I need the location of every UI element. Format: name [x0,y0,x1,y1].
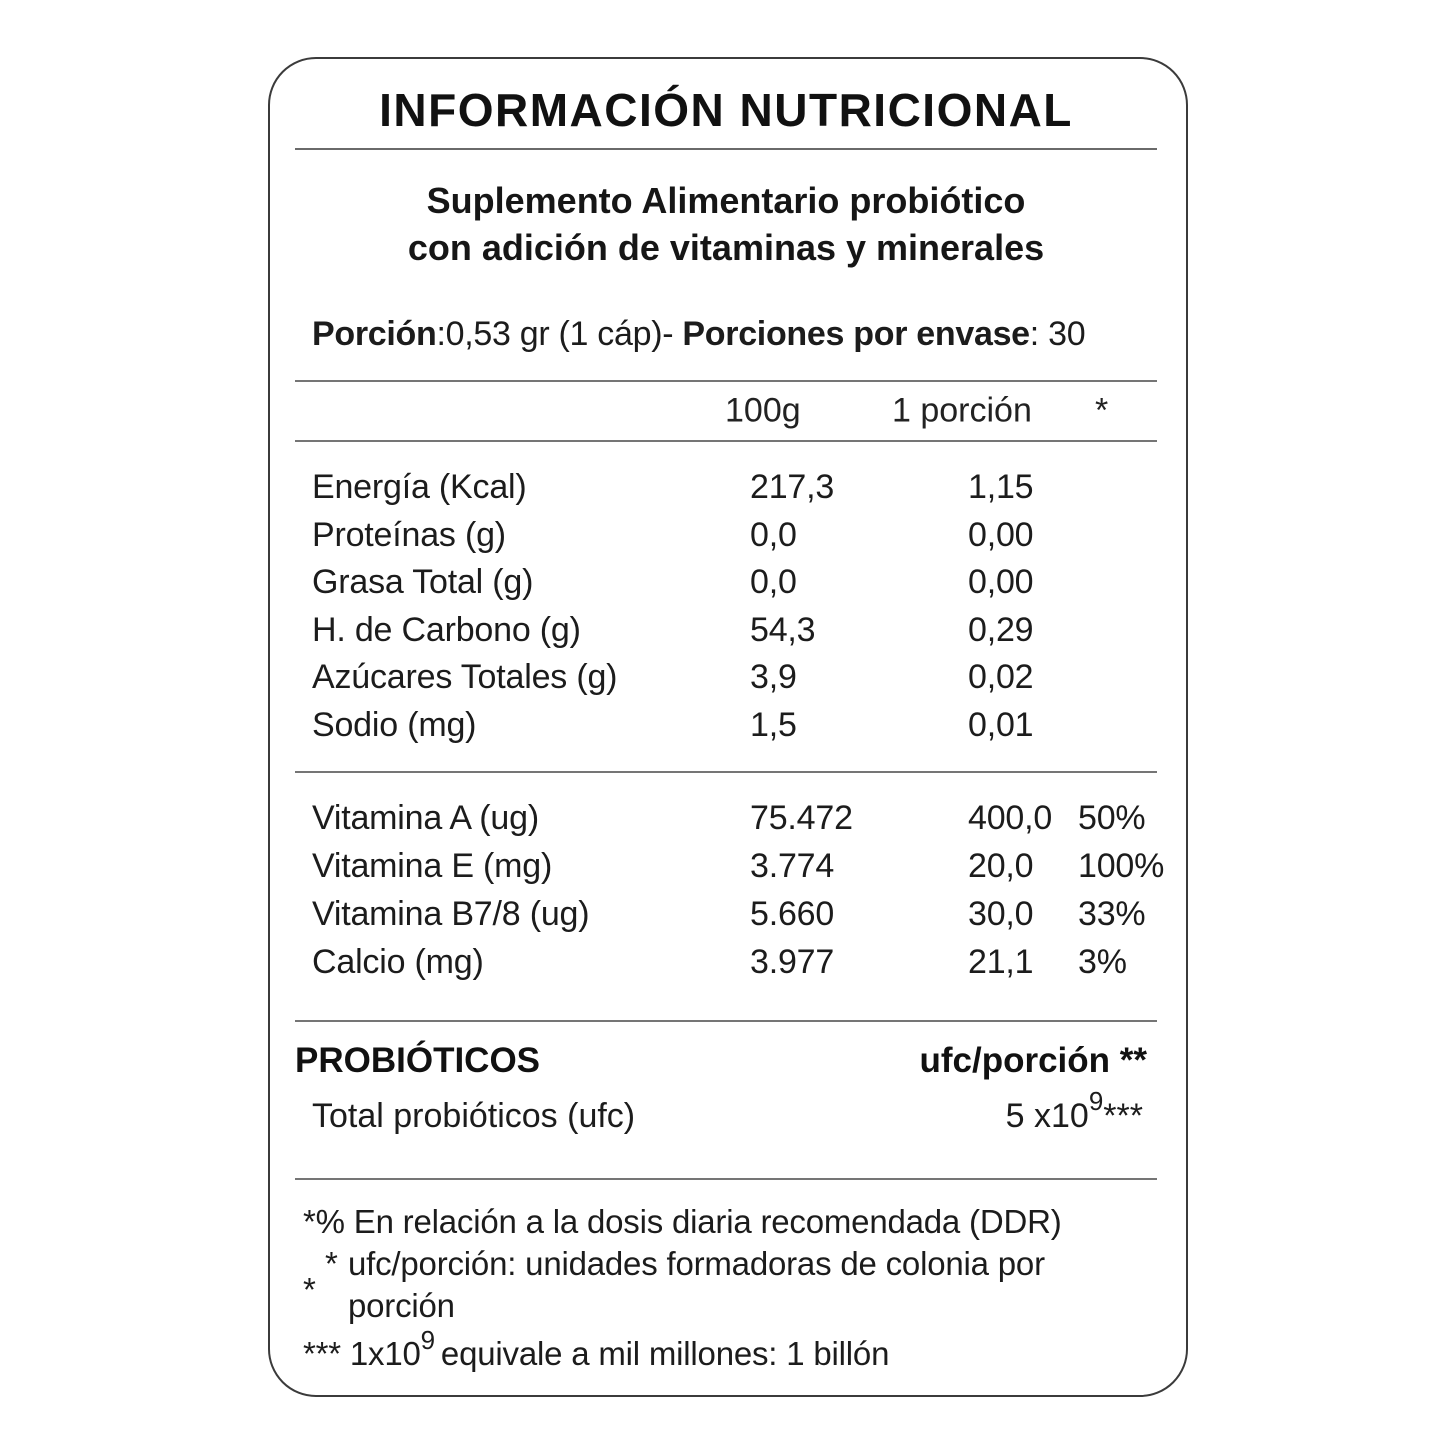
probiotics-total-row [295,1086,1157,1138]
serving-label: Porción [312,315,437,353]
table-row [295,464,1157,512]
serving-line [295,314,1157,355]
value-porcion: 0,00 [968,515,1034,554]
nutrient-label: Vitamina A (ug) [312,798,539,837]
divider-under-title [295,148,1157,150]
value-100g: 3,9 [750,658,797,697]
value-100g: 54,3 [750,610,816,649]
footnote-ufc [303,1243,1157,1327]
footnote-billion-prefix: *** 1x10 [303,1335,421,1372]
divider-after-nutrients [295,771,1157,773]
footnote-billion-suffix: equivale a mil millones: 1 billón [440,1335,890,1372]
footnotes-section [295,1201,1157,1375]
value-100g: 5.660 [750,894,835,933]
header-ddr-asterisk: * [1095,391,1109,430]
footnote-ufc-marker-bottom: * [303,1271,316,1308]
value-porcion: 0,02 [968,658,1034,697]
nutrient-label: Sodio (mg) [312,705,477,744]
value-ddr: 100% [1078,846,1165,885]
value-100g: 3.977 [750,942,835,981]
micronutrients-table [295,794,1165,986]
table-row [295,842,1165,890]
footnote-ddr: *% En relación a la dosis diaria recomendada (DDR) [303,1203,1062,1240]
divider-below-header [295,440,1157,442]
value-porcion: 0,00 [968,563,1034,602]
nutrient-label: Azúcares Totales (g) [312,658,618,697]
value-100g: 217,3 [750,468,835,507]
footnote-billion [303,1325,1157,1375]
nutrient-label: Proteínas (g) [312,515,506,554]
value-porcion: 30,0 [968,894,1034,933]
table-header-row [295,382,1157,440]
value-100g: 1,5 [750,705,797,744]
table-row [295,890,1157,938]
nutrient-label: Calcio (mg) [312,942,484,981]
table-row [295,559,1157,607]
probiotics-header-row [295,1039,1157,1083]
value-ddr: 50% [1078,798,1146,837]
servings-per-container-label: Porciones por envase [682,315,1030,353]
header-1-porcion: 1 porción [892,391,1032,430]
value-porcion: 0,01 [968,705,1034,744]
probiotics-total-label: Total probióticos (ufc) [312,1096,636,1135]
table-row [295,702,1157,750]
table-row [295,794,1157,842]
label-content [270,59,1186,1375]
nutrient-label: H. de Carbono (g) [312,610,581,649]
value-porcion: 400,0 [968,798,1053,837]
divider-after-micronutrients [295,1020,1157,1022]
value-ddr: 33% [1078,894,1146,933]
label-subtitle [295,177,1157,271]
table-row [295,938,1157,986]
table-row [295,654,1157,702]
probiotics-value-suffix: *** [1103,1096,1143,1135]
nutrients-table [295,464,1157,749]
value-porcion: 20,0 [968,846,1034,885]
value-100g: 0,0 [750,515,797,554]
probiotics-heading: PROBIÓTICOS [295,1041,541,1080]
nutrient-label: Vitamina E (mg) [312,846,553,885]
value-100g: 75.472 [750,798,853,837]
label-title: INFORMACIÓN NUTRICIONAL [379,84,1073,136]
subtitle-line-2: con adición de vitaminas y minerales [407,227,1045,268]
value-100g: 3.774 [750,846,835,885]
value-ddr: 3% [1078,942,1127,981]
nutrient-label: Energía (Kcal) [312,468,527,507]
nutrient-label: Grasa Total (g) [312,563,534,602]
footnote-ufc-marker-top: * [325,1245,338,1282]
divider-before-footnotes [295,1178,1157,1180]
header-100g: 100g [725,391,801,430]
footnote-billion-exponent: 9 [420,1325,435,1355]
nutrition-label-card [268,57,1188,1397]
footnote-ufc-line-1: ufc/porción: unidades formadoras de colonia por [348,1245,1045,1282]
probiotics-unit-heading: ufc/porción ** [919,1041,1147,1080]
probiotics-value-exponent: 9 [1088,1086,1104,1117]
table-row [295,512,1157,560]
value-porcion: 1,15 [968,468,1034,507]
value-100g: 0,0 [750,563,797,602]
value-porcion: 21,1 [968,942,1034,981]
probiotics-total-value [1005,1086,1157,1136]
value-porcion: 0,29 [968,610,1034,649]
servings-per-container-value: : 30 [1029,315,1086,353]
probiotics-value-base: 5 x10 [1005,1096,1089,1135]
footnote-ufc-line-2: porción [348,1287,455,1324]
serving-size-value: :0,53 gr (1 cáp)- [436,315,683,353]
table-row [295,607,1157,655]
nutrient-label: Vitamina B7/8 (ug) [312,894,590,933]
subtitle-line-1: Suplemento Alimentario probiótico [426,180,1026,221]
